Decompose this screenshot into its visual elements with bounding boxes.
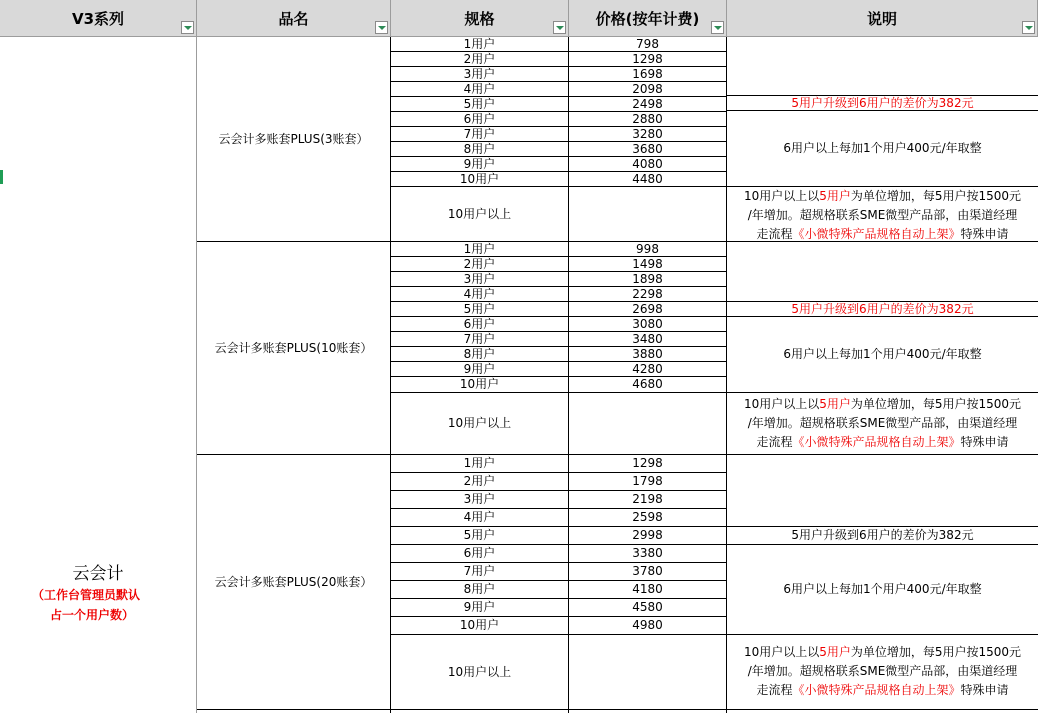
spec-cell[interactable]: 1用户 — [391, 455, 568, 473]
above-spec-cell[interactable]: 10用户以上 — [391, 393, 568, 455]
description-empty[interactable] — [727, 37, 1038, 96]
spec-cell[interactable]: 1用户 — [391, 242, 568, 257]
filter-dropdown-icon[interactable] — [1022, 21, 1035, 34]
note-text: /年增加。超规格联系SME微型产品部，由渠道经理 — [747, 416, 1018, 430]
header-label: 规格 — [464, 9, 495, 28]
note-text: 特殊申请 — [960, 683, 1009, 697]
price-cell[interactable]: 3480 — [569, 332, 726, 347]
note-highlight: 《小微特殊产品规格自动上架》 — [792, 435, 961, 449]
note-text: 走流程 — [756, 435, 793, 449]
note-text: 特殊申请 — [960, 227, 1009, 241]
spec-cell[interactable]: 9用户 — [391, 157, 568, 172]
price-cell[interactable]: 2998 — [569, 527, 726, 545]
spec-cell[interactable]: 5用户 — [391, 302, 568, 317]
header-spec — [391, 0, 569, 37]
price-cell[interactable]: 4280 — [569, 362, 726, 377]
filter-dropdown-icon[interactable] — [553, 21, 566, 34]
price-cell[interactable]: 4680 — [569, 377, 726, 393]
active-cell-marker — [0, 170, 3, 184]
spec-cell[interactable]: 4用户 — [391, 509, 568, 527]
spec-price-rows — [391, 242, 726, 393]
note-text: 10用户以上以 — [743, 645, 820, 659]
above-spec-cell[interactable]: 10用户以上 — [391, 635, 568, 710]
per-user-note[interactable]: 6用户以上每加1个用户400元/年取整 — [727, 545, 1038, 635]
above-price-cell[interactable] — [569, 393, 726, 455]
spec-cell[interactable]: 5用户 — [391, 527, 568, 545]
note-text: 特殊申请 — [960, 435, 1009, 449]
note-text: 走流程 — [756, 683, 793, 697]
note-text: /年增加。超规格联系SME微型产品部，由渠道经理 — [747, 664, 1018, 678]
spec-cell[interactable]: 8用户 — [391, 581, 568, 599]
per-user-note[interactable]: 6用户以上每加1个用户400元/年取整 — [727, 111, 1038, 187]
spec-cell[interactable]: 8用户 — [391, 142, 568, 157]
product-name-cell[interactable] — [197, 455, 390, 710]
series-note: （工作台管理员默认 — [31, 588, 140, 602]
price-cell[interactable]: 1698 — [569, 67, 726, 82]
above-price-cell[interactable] — [569, 635, 726, 710]
spec-cell[interactable]: 10用户 — [391, 617, 568, 635]
price-cell[interactable]: 2198 — [569, 491, 726, 509]
spec-cell[interactable]: 8用户 — [391, 347, 568, 362]
above-note[interactable] — [727, 635, 1038, 710]
spec-cell[interactable]: 7用户 — [391, 332, 568, 347]
series-cell[interactable] — [0, 37, 196, 713]
header-label: 品名 — [278, 9, 309, 28]
price-cell[interactable]: 4080 — [569, 157, 726, 172]
price-cell[interactable]: 3680 — [569, 142, 726, 157]
spec-cell[interactable]: 9用户 — [391, 362, 568, 377]
price-cell[interactable]: 2698 — [569, 302, 726, 317]
note-text: 10用户以上以 — [743, 189, 820, 203]
note-highlight: 5用户 — [819, 189, 851, 203]
price-cell[interactable]: 998 — [569, 242, 726, 257]
header-price — [569, 0, 727, 37]
spec-cell[interactable]: 4用户 — [391, 82, 568, 97]
header-label: V3系列 — [71, 9, 125, 28]
price-cell[interactable]: 2098 — [569, 82, 726, 97]
price-cell[interactable]: 3380 — [569, 545, 726, 563]
price-cell[interactable]: 2880 — [569, 112, 726, 127]
spec-cell[interactable]: 6用户 — [391, 112, 568, 127]
price-cell[interactable]: 2498 — [569, 97, 726, 112]
price-cell[interactable]: 1898 — [569, 272, 726, 287]
product-name: 云会计多账套PLUS(20账套） — [214, 574, 373, 589]
above-spec-cell[interactable]: 10用户以上 — [391, 187, 568, 242]
spec-cell[interactable]: 3用户 — [391, 491, 568, 509]
above-note[interactable] — [727, 187, 1038, 242]
spec-cell[interactable]: 3用户 — [391, 67, 568, 82]
above-price-cell[interactable] — [569, 187, 726, 242]
series-name: 云会计 — [72, 564, 124, 584]
price-cell[interactable]: 4580 — [569, 599, 726, 617]
spec-cell[interactable]: 10用户 — [391, 377, 568, 393]
note-text: /年增加。超规格联系SME微型产品部，由渠道经理 — [747, 208, 1018, 222]
note-text: 为单位增加，每5用户按1500元 — [850, 189, 1022, 203]
spec-cell[interactable]: 5用户 — [391, 97, 568, 112]
price-cell[interactable]: 3080 — [569, 317, 726, 332]
spec-cell[interactable]: 6用户 — [391, 317, 568, 332]
price-cell[interactable]: 4480 — [569, 172, 726, 187]
price-cell[interactable]: 3280 — [569, 127, 726, 142]
price-cell[interactable]: 4180 — [569, 581, 726, 599]
header-label: 价格(按年计费) — [595, 9, 700, 28]
filter-dropdown-icon[interactable] — [181, 21, 194, 34]
price-cell[interactable]: 1298 — [569, 455, 726, 473]
header-description — [727, 0, 1038, 37]
filter-dropdown-icon[interactable] — [711, 21, 724, 34]
header-label: 说明 — [866, 9, 897, 28]
note-text: 10用户以上以 — [743, 397, 820, 411]
product-name-cell[interactable] — [197, 37, 390, 242]
spec-cell[interactable]: 9用户 — [391, 599, 568, 617]
spec-price-rows — [391, 37, 726, 187]
note-highlight: 《小微特殊产品规格自动上架》 — [792, 227, 961, 241]
per-user-note[interactable]: 6用户以上每加1个用户400元/年取整 — [727, 317, 1038, 393]
description-empty[interactable] — [727, 242, 1038, 302]
spec-cell[interactable]: 2用户 — [391, 473, 568, 491]
spec-cell[interactable]: 7用户 — [391, 127, 568, 142]
above-note[interactable] — [727, 393, 1038, 455]
series-note: 占一个用户数） — [49, 608, 134, 622]
price-cell[interactable]: 1798 — [569, 473, 726, 491]
price-cell[interactable]: 1498 — [569, 257, 726, 272]
upgrade-note[interactable]: 5用户升级到6用户的差价为382元 — [727, 527, 1038, 545]
product-name: 云会计多账套PLUS(10账套） — [214, 340, 373, 355]
upgrade-note[interactable]: 5用户升级到6用户的差价为382元 — [727, 302, 1038, 317]
price-cell[interactable]: 2298 — [569, 287, 726, 302]
header-v3-series — [0, 0, 197, 37]
spec-cell[interactable]: 1用户 — [391, 37, 568, 52]
spec-cell[interactable]: 2用户 — [391, 257, 568, 272]
price-cell[interactable]: 1298 — [569, 52, 726, 67]
spec-cell[interactable]: 7用户 — [391, 563, 568, 581]
price-cell[interactable]: 2598 — [569, 509, 726, 527]
upgrade-note[interactable]: 5用户升级到6用户的差价为382元 — [727, 96, 1038, 111]
price-cell[interactable]: 798 — [569, 37, 726, 52]
spec-price-rows — [391, 455, 726, 635]
note-text: 为单位增加，每5用户按1500元 — [850, 397, 1022, 411]
description-empty[interactable] — [727, 455, 1038, 527]
header-product-name — [197, 0, 391, 37]
spec-cell[interactable]: 3用户 — [391, 272, 568, 287]
product-name: 云会计多账套PLUS(3账套） — [218, 131, 369, 146]
spec-cell[interactable]: 6用户 — [391, 545, 568, 563]
note-highlight: 5用户 — [819, 397, 851, 411]
filter-dropdown-icon[interactable] — [375, 21, 388, 34]
product-name-cell[interactable] — [197, 242, 390, 455]
price-cell[interactable]: 3780 — [569, 563, 726, 581]
spec-cell[interactable]: 10用户 — [391, 172, 568, 187]
note-highlight: 《小微特殊产品规格自动上架》 — [792, 683, 961, 697]
note-highlight: 5用户 — [819, 645, 851, 659]
spec-cell[interactable]: 4用户 — [391, 287, 568, 302]
spec-cell[interactable]: 2用户 — [391, 52, 568, 67]
note-text: 为单位增加，每5用户按1500元 — [850, 645, 1022, 659]
price-cell[interactable]: 3880 — [569, 347, 726, 362]
price-cell[interactable]: 4980 — [569, 617, 726, 635]
note-text: 走流程 — [756, 227, 793, 241]
